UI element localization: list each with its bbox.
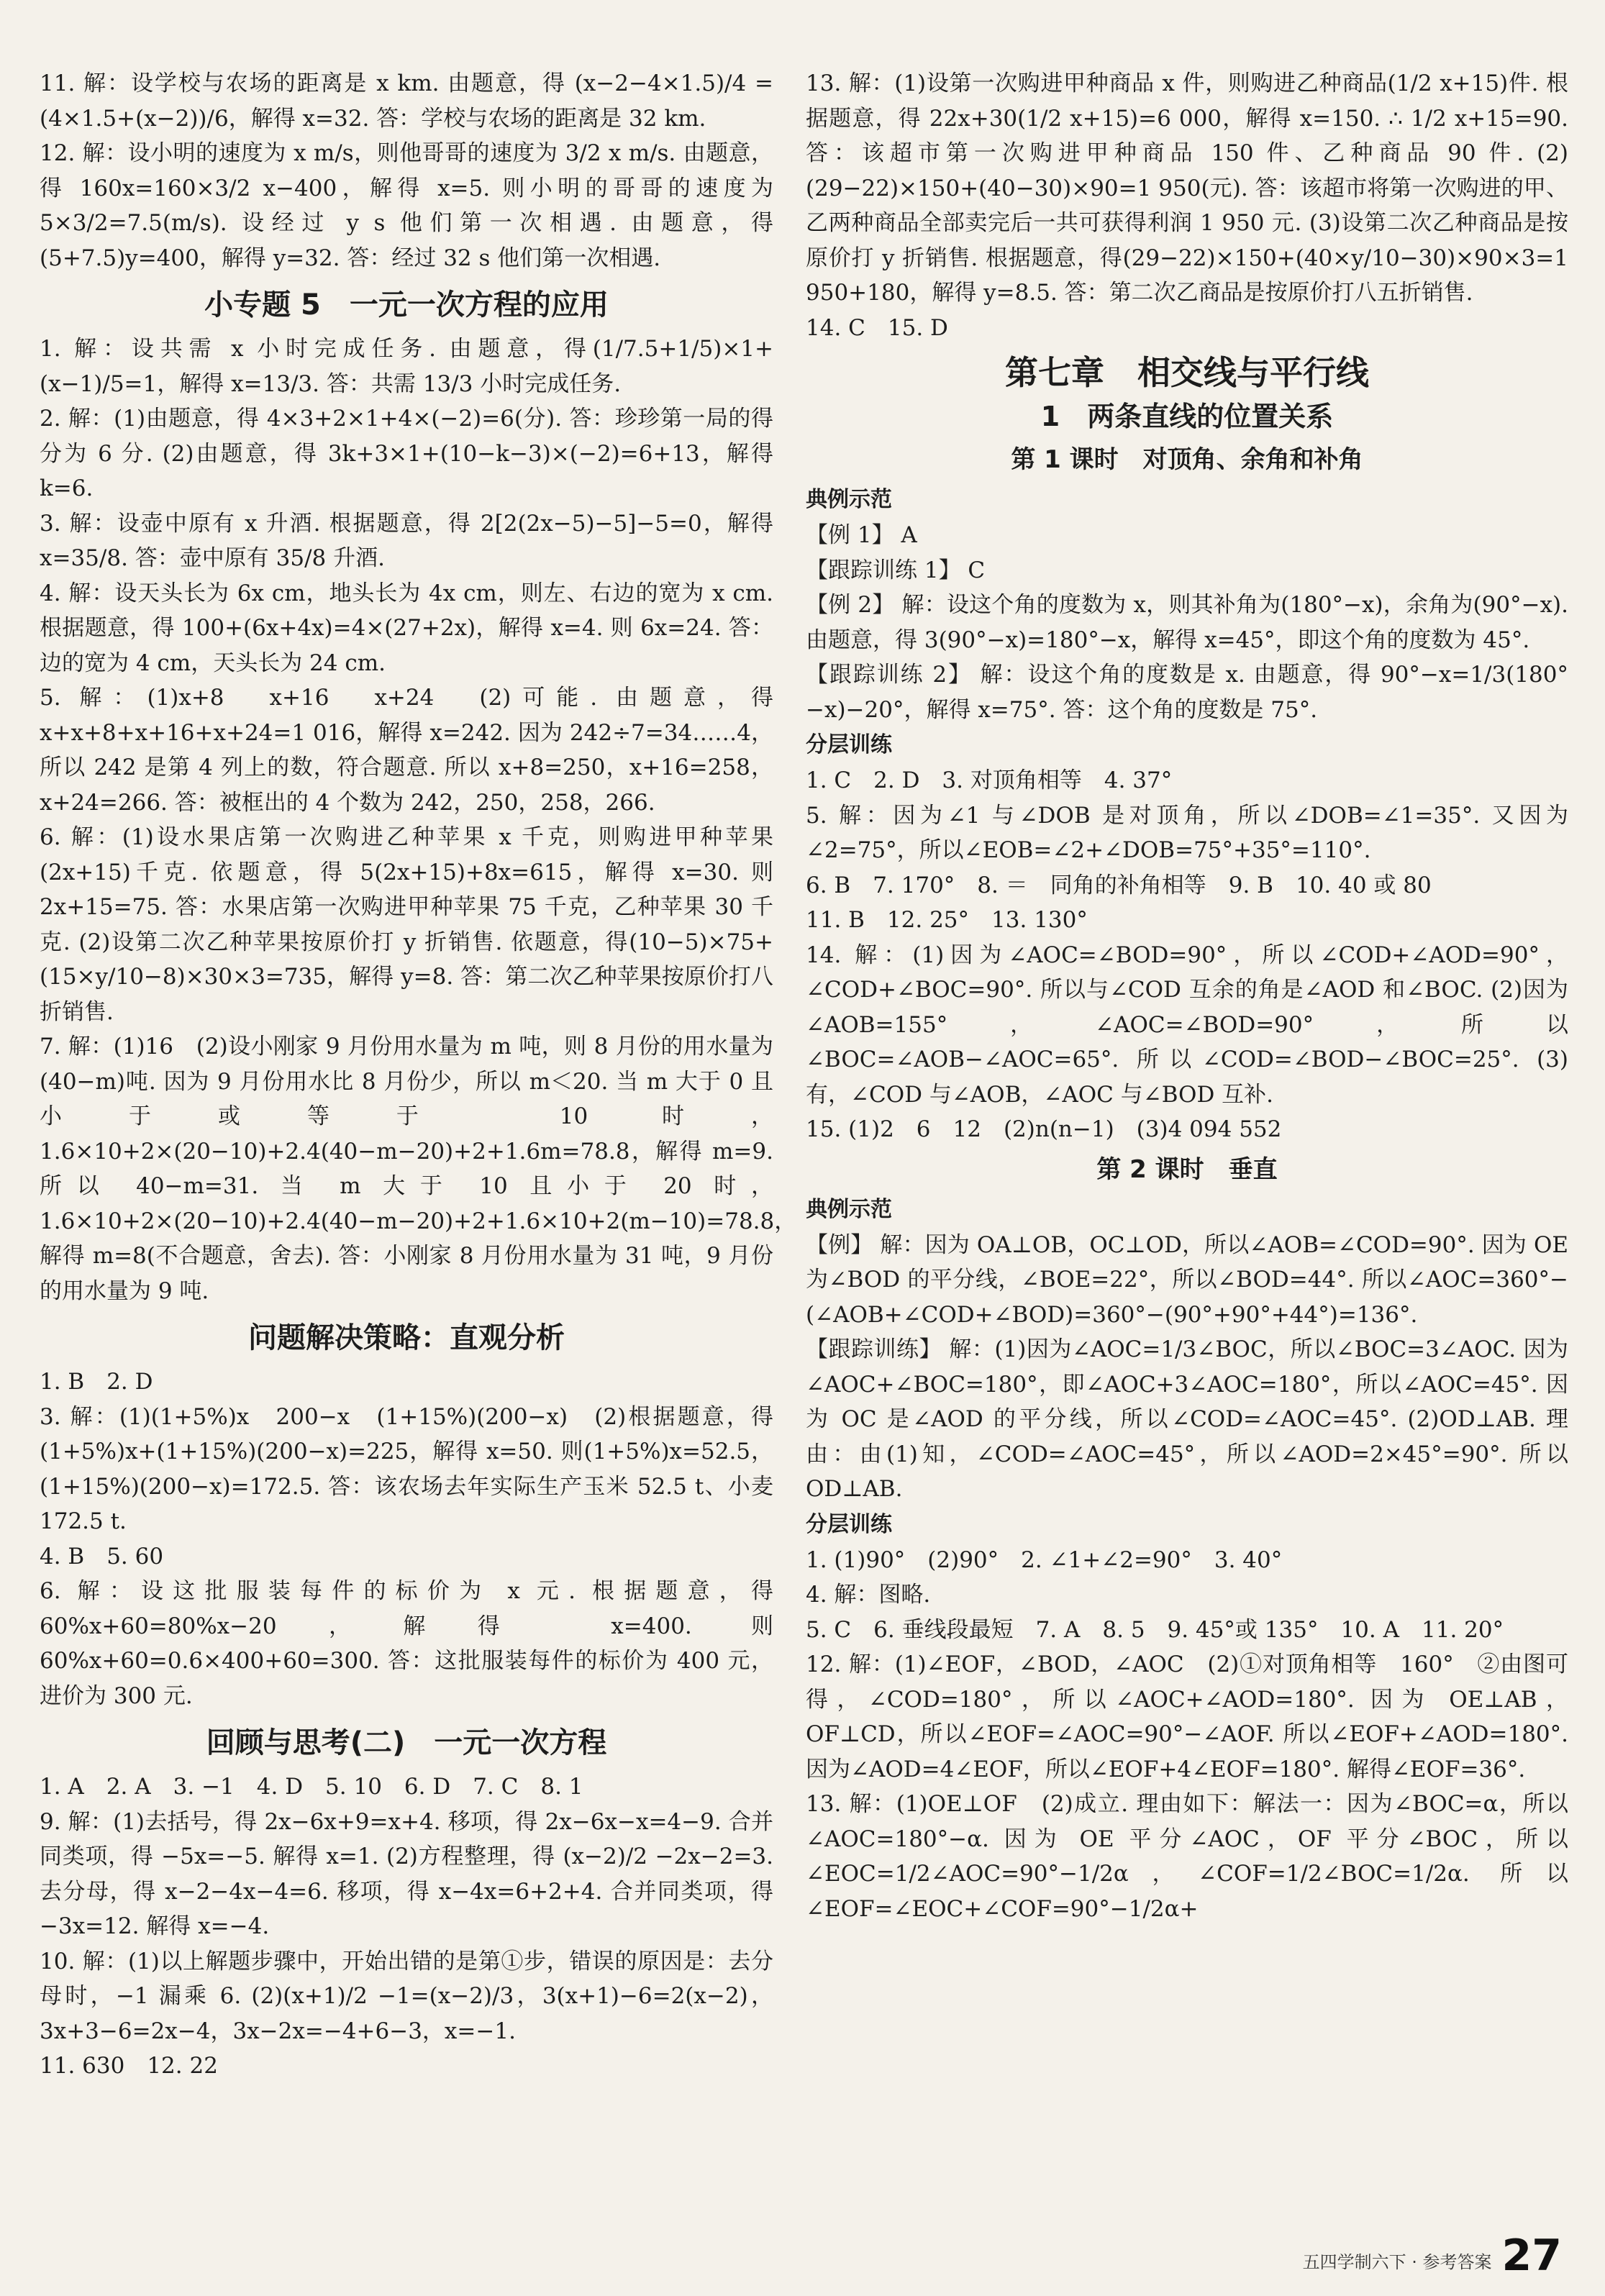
answer-paragraph: 15. (1)2 6 12 (2)n(n−1) (3)4 094 552 (806, 1116, 1282, 1142)
section-heading: 小专题 5 一元一次方程的应用 (204, 288, 609, 322)
block-label: 分层训练 (806, 732, 892, 757)
answer-paragraph: 13. 解：(1)设第一次购进甲种商品 x 件，则购进乙种商品(1/2 x+15)件. 根据题意，得 22x+30(1/2 x+15)=6 000，解得 x=150. ∴ 1/2 x+15=90. 答：该超市第一次购进甲种商品 150 件、乙种商品 90 件. (2)(29−22)×150+(40−30)×90=1 950(元). 答：该超市将第一次购进的甲、乙两种商品全部卖完后一共可获得利润 1 950 元. (3)设第二次乙种商品是按原价打 y 折销售. 根据题意，得(29−22)×150+(40×y/10−30)×90×3=1 950+180，解得 y=8.5. 答：第二次乙商品是按原价打八五折销售. (806, 70, 1568, 306)
lesson-heading: 第 1 课时 对顶角、余角和补角 (1011, 445, 1363, 474)
answer-paragraph: 1. C 2. D 3. 对顶角相等 4. 37° (806, 767, 1173, 793)
answer-paragraph: 11. 630 12. 22 (40, 2053, 218, 2079)
page-number: 27 (1501, 2231, 1562, 2281)
answer-paragraph: 5. 解：(1)x+8 x+16 x+24 (2)可能. 由题意，得 x+x+8+x+16+x+24=1 016，解得 x=242. 因为 242÷7=34……4，所以 242 是第 4 列上的数，符合题意. 所以 x+8=250，x+16=258，x+24=266. 答：被框出的 4 个数为 242，250，258，266. (40, 685, 773, 816)
answer-paragraph: 6. B 7. 170° 8. ＝ 同角的补角相等 9. B 10. 40 或 80 (806, 872, 1432, 898)
answer-paragraph: 3. 解：设壶中原有 x 升酒. 根据题意，得 2[2(2x−5)−5]−5=0，解得 x=35/8. 答：壶中原有 35/8 升酒. (40, 510, 773, 571)
answer-paragraph: 10. 解：(1)以上解题步骤中，开始出错的是第①步，错误的原因是：去分母时，−1 漏乘 6. (2)(x+1)/2 −1=(x−2)/3，3(x+1)−6=2(x−2)，3x+3−6=2x−4，3x−2x=−4+6−3，x=−1. (40, 1948, 773, 2044)
answer-paragraph: 11. B 12. 25° 13. 130° (806, 907, 1088, 933)
answer-paragraph: 【例 1】 A (806, 522, 917, 548)
answer-paragraph: 【例】 解：因为 OA⊥OB，OC⊥OD，所以∠AOB=∠COD=90°. 因为 OE 为∠BOD 的平分线，∠BOE=22°，所以∠BOD=44°. 所以∠AOC=360°−(∠AOB+∠COD+∠BOD)=360°−(90°+90°+44°)=136°. (806, 1231, 1568, 1328)
page-footer (1302, 2231, 1562, 2281)
answer-paragraph: 13. 解：(1)OE⊥OF (2)成立. 理由如下：解法一：因为∠BOC=α，所以∠AOC=180°−α. 因为 OE 平分∠AOC，OF 平分∠BOC，所以∠EOC=1/2∠AOC=90°−1/2α，∠COF=1/2∠BOC=1/2α. 所以∠EOF=∠EOC+∠COF=90°−1/2α+ (806, 1791, 1568, 1922)
answer-paragraph: 4. 解：设天头长为 6x cm，地头长为 4x cm，则左、右边的宽为 x cm. 根据题意，得 100+(6x+4x)=4×(27+2x)，解得 x=4. 则 6x=24. 答：边的宽为 4 cm，天头长为 24 cm. (40, 580, 773, 676)
answer-paragraph: 14. C 15. D (806, 314, 948, 341)
section-heading: 问题解决策略：直观分析 (248, 1321, 565, 1354)
answer-paragraph: 1. A 2. A 3. −1 4. D 5. 10 6. D 7. C 8. 1 (40, 1774, 583, 1800)
answer-paragraph: 1. (1)90° (2)90° 2. ∠1+∠2=90° 3. 40° (806, 1546, 1283, 1573)
answer-paragraph: 4. 解：图略. (806, 1582, 931, 1608)
block-label: 分层训练 (806, 1511, 892, 1537)
footer-label: 五四学制六下 · 参考答案 (1302, 2252, 1492, 2272)
chapter-heading: 第七章 相交线与平行线 (1005, 353, 1369, 392)
subsection-heading: 1 两条直线的位置关系 (1040, 401, 1334, 432)
answer-paragraph: 1. 解：设共需 x 小时完成任务. 由题意，得(1/7.5+1/5)×1+(x−1)/5=1，解得 x=13/3. 答：共需 13/3 小时完成任务. (40, 336, 773, 397)
answer-paragraph: 3. 解：(1)(1+5%)x 200−x (1+15%)(200−x) (2)根据题意，得(1+5%)x+(1+15%)(200−x)=225，解得 x=50. 则(1+5%)x=52.5，(1+15%)(200−x)=172.5. 答：该农场去年实际生产玉米 52.5 t、小麦 172.5 t. (40, 1403, 773, 1534)
answer-paragraph: 4. B 5. 60 (40, 1543, 164, 1570)
block-label: 典例示范 (806, 1196, 892, 1222)
answer-paragraph: 5. 解：因为∠1 与∠DOB 是对顶角，所以∠DOB=∠1=35°. 又因为∠2=75°，所以∠EOB=∠2+∠DOB=75°+35°=110°. (806, 802, 1568, 863)
answer-paragraph: 7. 解：(1)16 (2)设小刚家 9 月份用水量为 m 吨，则 8 月份的用水量为(40−m)吨. 因为 9 月份用水比 8 月份少，所以 m＜20. 当 m 大于 0 且小于或等于 10 时，1.6×10+2×(20−10)+2.4(40−m−20)+2+1.6m=78.8，解得 m=9. 所以 40−m=31. 当 m 大于 10 且小于 20 时，1.6×10+2×(20−10)+2.4(40−m−20)+2+1.6×10+2(m−10)=78.8，解得 m=8(不合题意，舍去). 答：小刚家 8 月份用水量为 31 吨，9 月份的用水量为 9 吨. (40, 1034, 797, 1304)
answer-paragraph: 9. 解：(1)去括号，得 2x−6x+9=x+4. 移项，得 2x−6x−x=4−9. 合并同类项，得 −5x=−5. 解得 x=1. (2)方程整理，得 (x−2)/2 −2x−2=3. 去分母，得 x−2−4x−4=6. 移项，得 x−4x=6+2+4. 合并同类项，得 −3x=12. 解得 x=−4. (40, 1808, 773, 1939)
lesson-heading: 第 2 课时 垂直 (1096, 1154, 1278, 1184)
left-column (40, 66, 797, 2084)
answer-paragraph: 【跟踪训练 2】 解：设这个角的度数是 x. 由题意，得 90°−x=1/3(180°−x)−20°，解得 x=75°. 答：这个角的度数是 75°. (806, 662, 1568, 723)
answer-paragraph: 14. 解：(1)因为∠AOC=∠BOD=90°，所以∠COD+∠AOD=90°，∠COD+∠BOC=90°. 所以与∠COD 互余的角是∠AOD 和∠BOC. (2)因为∠AOB=155°，∠AOC=∠BOD=90°，所以∠BOC=∠AOB−∠AOC=65°. 所以∠COD=∠BOD−∠BOC=25°. (3)有，∠COD 与∠AOB，∠AOC 与∠BOD 互补. (806, 942, 1568, 1108)
answer-paragraph: 5. C 6. 垂线段最短 7. A 8. 5 9. 45°或 135° 10. A 11. 20° (806, 1616, 1504, 1643)
answer-paragraph: 【例 2】 解：设这个角的度数为 x，则其补角为(180°−x)，余角为(90°−x). 由题意，得 3(90°−x)=180°−x，解得 x=45°，即这个角的度数为 45°. (806, 592, 1568, 653)
answer-paragraph: 6. 解：设这批服装每件的标价为 x 元. 根据题意，得 60%x+60=80%x−20，解得 x=400. 则 60%x+60=0.6×400+60=300. 答：这批服装每件的标价为 400 元，进价为 300 元. (40, 1578, 773, 1709)
answer-paragraph: 12. 解：(1)∠EOF，∠BOD，∠AOC (2)①对顶角相等 160° ②由图可得，∠COD=180°，所以∠AOC+∠AOD=180°. 因为 OE⊥AB，OF⊥CD，所以∠EOF=∠AOC=90°−∠AOF. 所以∠EOF+∠AOD=180°. 因为∠AOD=4∠EOF，所以∠EOF+4∠EOF=180°. 解得∠EOF=36°. (806, 1652, 1568, 1782)
answer-paragraph: 6. 解：(1)设水果店第一次购进乙种苹果 x 千克，则购进甲种苹果(2x+15)千克. 依题意，得 5(2x+15)+8x=615，解得 x=30. 则 2x+15=75. 答：水果店第一次购进甲种苹果 75 千克，乙种苹果 30 千克. (2)设第二次乙种苹果按原价打 y 折销售. 依题意，得(10−5)×75+(15×y/10−8)×30×3=735，解得 y=8. 答：第二次乙种苹果按原价打八折销售. (40, 824, 773, 1025)
answer-paragraph: 12. 解：设小明的速度为 x m/s，则他哥哥的速度为 3/2 x m/s. 由题意，得 160x=160×3/2 x−400，解得 x=5. 则小明的哥哥的速度为 5×3/2=7.5(m/s). 设经过 y s 他们第一次相遇. 由题意，得(5+7.5)y=400，解得 y=32. 答：经过 32 s 他们第一次相遇. (40, 140, 773, 271)
block-label: 典例示范 (806, 487, 892, 512)
answer-paragraph: 1. B 2. D (40, 1369, 153, 1395)
right-column (806, 66, 1568, 1926)
answer-paragraph: 【跟踪训练】 解：(1)因为∠AOC=1/3∠BOC，所以∠BOC=3∠AOC. 因为∠AOC+∠BOC=180°，即∠AOC+3∠AOC=180°，所以∠AOC=45°. 因为 OC 是∠AOD 的平分线，所以∠COD=∠AOC=45°. (2)OD⊥AB. 理由：由(1)知，∠COD=∠AOC=45°，所以∠AOD=2×45°=90°. 所以 OD⊥AB. (806, 1336, 1568, 1502)
answer-paragraph: 2. 解：(1)由题意，得 4×3+2×1+4×(−2)=6(分). 答：珍珍第一局的得分为 6 分. (2)由题意，得 3k+3×1+(10−k−3)×(−2)=6+13，解得 k=6. (40, 406, 773, 501)
section-heading: 回顾与思考(二) 一元一次方程 (206, 1726, 607, 1759)
answer-paragraph: 【跟踪训练 1】 C (806, 557, 986, 583)
answer-paragraph: 11. 解：设学校与农场的距离是 x km. 由题意，得 (x−2−4×1.5)/4 = (4×1.5+(x−2))/6，解得 x=32. 答：学校与农场的距离是 32 km. (40, 70, 773, 132)
